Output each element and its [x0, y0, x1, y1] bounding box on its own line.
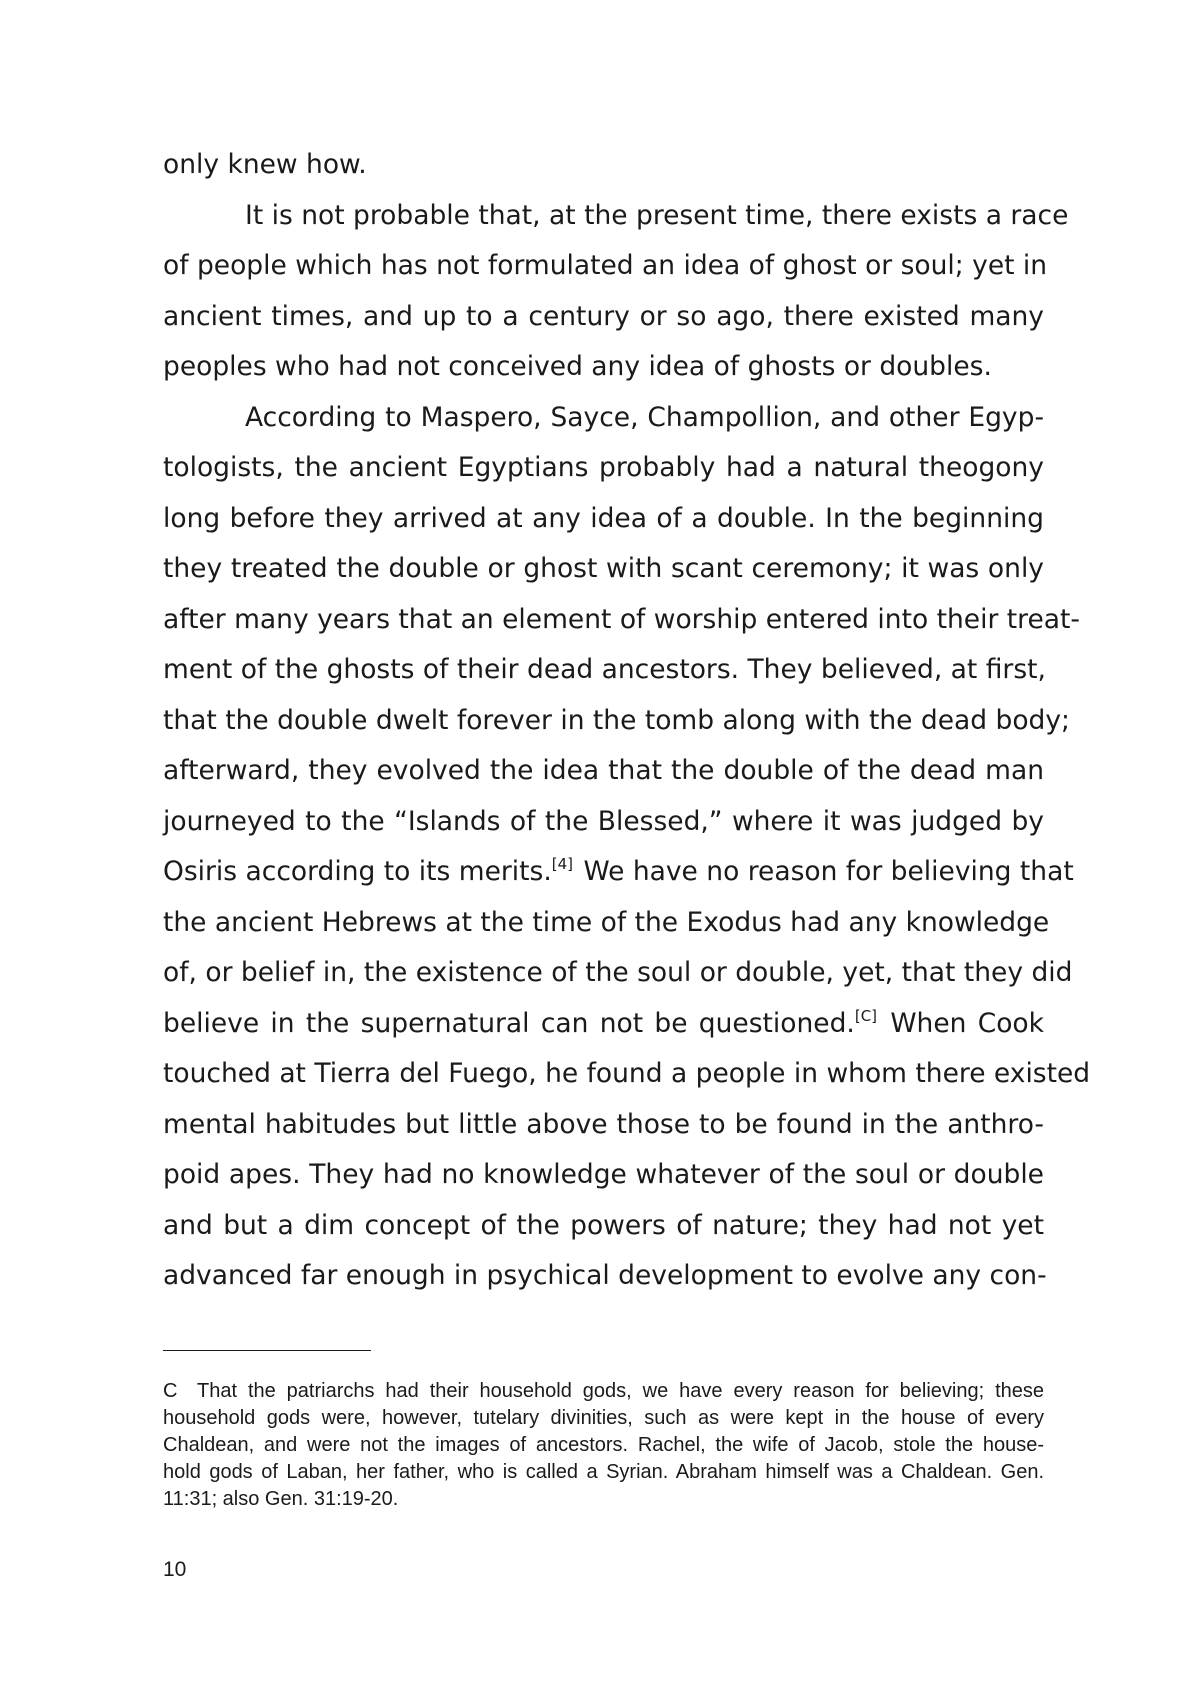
text-line: ment of the ghosts of their dead ancestors. They believed, at first,	[163, 654, 1046, 685]
footnote-text: That the patriarchs had their household gods, we have every reason for believing; these	[197, 1380, 1044, 1402]
text-segment: Osiris according to its merits.	[163, 856, 552, 887]
text-segment: We have no reason for believing that	[575, 856, 1074, 887]
footnote-line: household gods were, however, tutelary divinities, such as were kept in the house of every	[163, 1407, 1044, 1429]
text-line: tologists, the ancient Egyptians probably had a natural theogony	[163, 452, 1044, 483]
text-line: the ancient Hebrews at the time of the Exodus had any knowledge	[163, 906, 1050, 938]
page-number: 10	[163, 1558, 187, 1581]
footnote-line	[163, 1378, 1044, 1405]
text-line: journeyed to the “Islands of the Blessed,” where it was judged by	[163, 805, 1044, 837]
text-line: It is not probable that, at the present time, there exists a race	[245, 199, 1069, 231]
text-line: they treated the double or ghost with scant ceremony; it was only	[163, 553, 1044, 584]
text-segment: When Cook	[879, 1007, 1044, 1039]
text-line	[163, 999, 1044, 1050]
text-line: poid apes. They had no knowledge whatever of the soul or double	[163, 1159, 1044, 1190]
footnote-divider	[163, 1350, 371, 1351]
text-line: and but a dim concept of the powers of nature; they had not yet	[163, 1209, 1044, 1241]
text-line: afterward, they evolved the idea that the double of the dead man	[163, 755, 1044, 786]
text-line: of, or belief in, the existence of the soul or double, yet, that they did	[163, 957, 1073, 988]
text-line: advanced far enough in psychical development to evolve any con-	[163, 1260, 1047, 1291]
text-line: that the double dwelt forever in the tomb along with the dead body;	[163, 704, 1070, 736]
footnote-line: Chaldean, and were not the images of ancestors. Rachel, the wife of Jacob, stole the house-	[163, 1434, 1044, 1456]
text-line: peoples who had not conceived any idea of ghosts or doubles.	[163, 351, 992, 382]
text-line: only knew how.	[163, 149, 367, 180]
footnote-reference[interactable]: [C]	[854, 1006, 878, 1025]
endnote-reference[interactable]: [4]	[551, 855, 574, 873]
text-line: touched at Tierra del Fuego, he found a people in whom there existed	[163, 1058, 1091, 1089]
text-line: ancient times, and up to a century or so ago, there existed many	[163, 300, 1044, 332]
footnote	[163, 1378, 1044, 1513]
text-line: after many years that an element of worship entered into their treat-	[163, 603, 1080, 635]
text-line	[163, 847, 1074, 898]
body-text	[163, 140, 1091, 1302]
footnote-line: hold gods of Laban, her father, who is called a Syrian. Abraham himself was a Chaldean. Gen.	[163, 1461, 1044, 1483]
text-line: of people which has not formulated an idea of ghost or soul; yet in	[163, 250, 1048, 281]
footnote-line: 11:31; also Gen. 31:19-20.	[163, 1488, 399, 1510]
text-line: long before they arrived at any idea of a double. In the beginning	[163, 502, 1044, 534]
text-line: According to Maspero, Sayce, Champollion, and other Egyp-	[245, 401, 1044, 433]
text-segment: believe in the supernatural can not be questioned.	[163, 1007, 855, 1039]
text-line: mental habitudes but little above those to be found in the anthro-	[163, 1108, 1044, 1140]
footnote-marker: C	[163, 1380, 178, 1402]
